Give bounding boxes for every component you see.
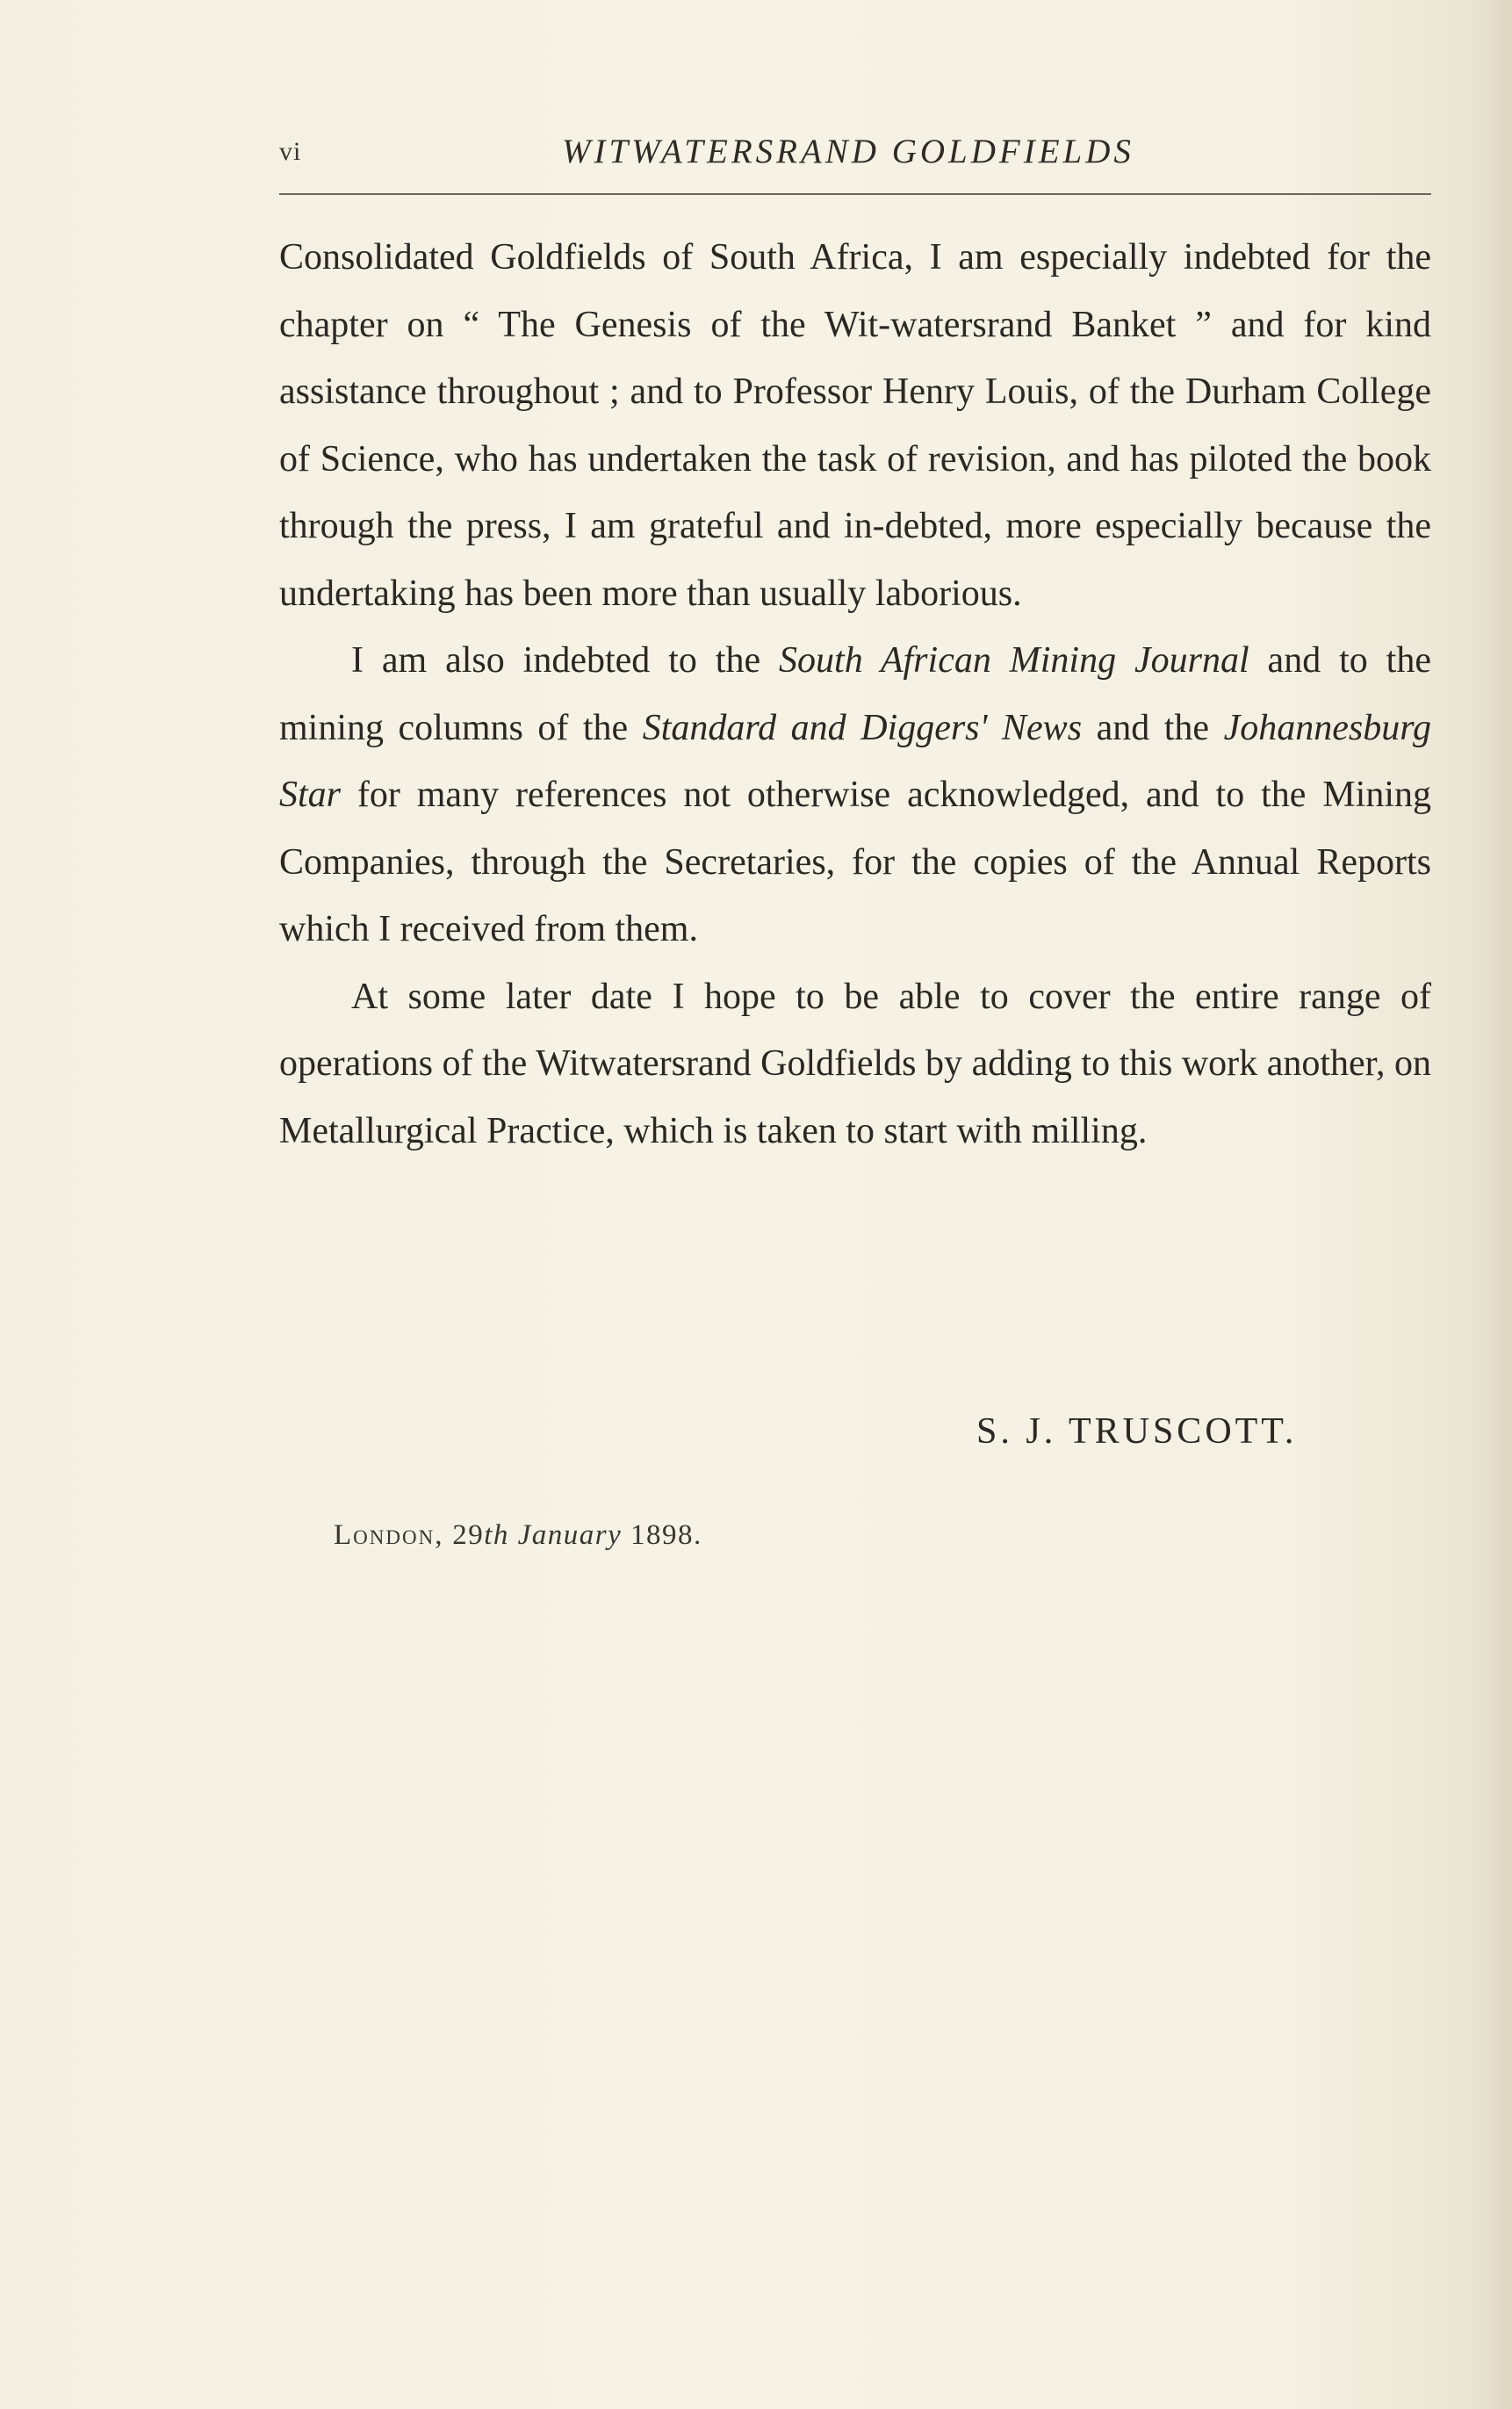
dateline-year: 1898. <box>630 1519 702 1551</box>
header-rule <box>279 193 1431 195</box>
dateline-day-suffix: th <box>484 1519 509 1551</box>
newspaper-title-johannesburg-star: Johannesburg Star <box>279 707 1431 815</box>
dateline-month: January <box>517 1519 623 1551</box>
body-text <box>279 224 1431 1165</box>
newspaper-title-standard-and-diggers-news: Standard and Diggers' News <box>642 707 1083 748</box>
paragraph-journals <box>279 627 1431 963</box>
page-number: vi <box>279 137 302 166</box>
dateline-day: 29 <box>452 1519 485 1551</box>
dateline-place: London, <box>334 1519 444 1551</box>
paragraph-journals-text-b: and to the mining columns of the <box>279 640 1431 748</box>
paragraph-future-work: At some later date I hope to be able to cover the entire range of operations of the Witwatersrand Goldfields by adding to this work another, on Metallurgical Practice, which is taken to start with milling. <box>279 976 1431 1151</box>
paragraph-journals-text-d: for many references not otherwise acknowledged, and to the Mining Companies, through the Secretaries, for the copies of the Annual Reports which I received from them. <box>279 775 1431 949</box>
paragraph-journals-text-c: and the <box>1082 707 1224 748</box>
author-signature: S. J. TRUSCOTT. <box>976 1411 1298 1452</box>
journal-title-south-african-mining-journal: South African Mining Journal <box>779 640 1249 681</box>
paragraph-journals-text-a: I am also indebted to the <box>351 640 780 681</box>
paragraph-acknowledgements-continued: Consolidated Goldfields of South Africa, I am especially indebted for the chapter on “ The Genesis of the Wit-watersrand Banket ” and for kind assistance throughout ; and to Professor Henry Louis, of the Durham College of Science, who has undertaken the task of revision, and has piloted the book through the press, I am grateful and in-debted, more especially because the undertaking has been more than usually laborious. <box>279 237 1431 614</box>
dateline <box>334 1519 702 1552</box>
running-title: WITWATERSRAND GOLDFIELDS <box>562 133 1134 170</box>
page-header <box>279 130 1431 183</box>
